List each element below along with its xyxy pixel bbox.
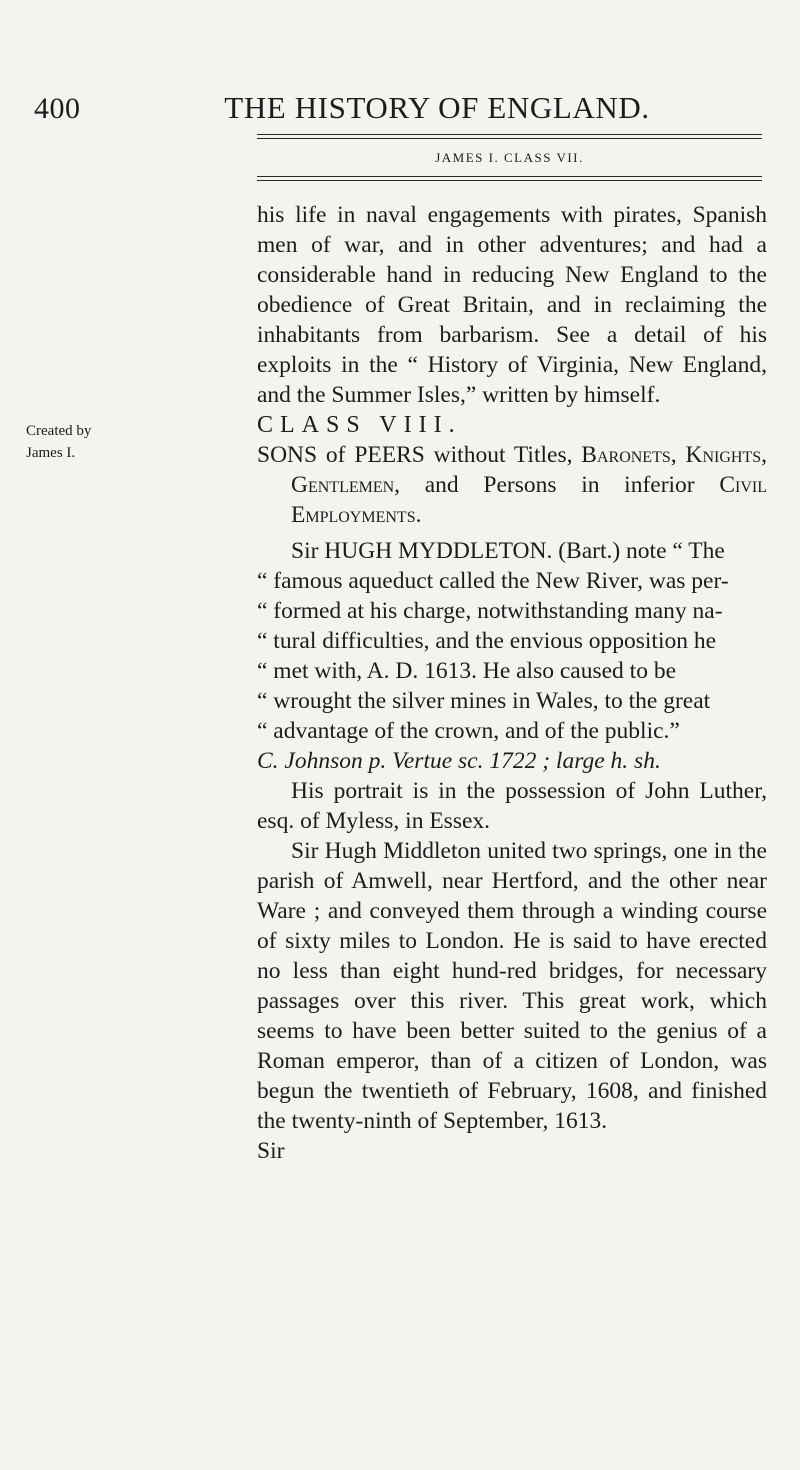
quote-line: “ famous aqueduct called the New River, was per- [257,568,729,594]
class-heading: CLASS VIII. [257,412,462,438]
engraving-credit [257,746,767,776]
quote-line: “ met with, A. D. 1613. He also caused to be [257,658,676,684]
header-rule-bottom [257,176,762,181]
margin-note [26,420,91,464]
quote-line: “ tural difficulties, and the envious opposition he [257,628,717,654]
quote-line: “ wrought the silver mines in Wales, to the great [257,688,711,714]
engraving-credit-text: C. Johnson p. Vertue sc. 1722 ; large h. sh. [257,748,661,774]
quote-line: “ formed at his charge, notwithstanding many na- [257,598,723,624]
main-text [257,200,767,1166]
entry-myddleton [257,536,767,776]
margin-note-line-1: Created by [26,423,92,439]
page-number: 400 [34,92,81,125]
class-description: SONS of PEERS without Titles, Baronets, Knights, Gentlemen, and Persons in inferior Civil Employments. [257,442,767,528]
opening-paragraph: his life in naval engagements with pirates, Spanish men of war, and in other adventures; and had a considerable hand in reducing New England to the obedience of Great Britain, and in reclaiming the inhabitants from barbarism. See a detail of his exploits in the “ History of Virginia, New England, and the Summer Isles,” written by himself. [257,202,767,408]
entry-first-line: Sir HUGH MYDDLETON. (Bart.) note “ The [291,538,725,564]
margin-note-line-2: James I. [26,445,76,461]
section-subheading: JAMES I. CLASS VII. [435,150,584,165]
portrait-paragraph: His portrait is in the possession of John Luther, esq. of Myless, in Essex. [257,778,767,834]
running-title: THE HISTORY OF ENGLAND. [224,90,650,125]
catchword: Sir [257,1138,285,1164]
header-rule-top [257,134,762,139]
quote-line: “ advantage of the crown, and of the public.” [257,718,680,744]
aqueduct-paragraph: Sir Hugh Middleton united two springs, one in the parish of Amwell, near Hertford, and the other near Ware ; and conveyed them through a winding course of sixty miles to London. He is said to have erected no less than eight hund-red bridges, for necessary passages over this river. This great work, which seems to have been better suited to the genius of a Roman emperor, than of a citizen of London, was begun the twentieth of February, 1608, and finished the twenty-ninth of September, 1613. [257,838,767,1134]
